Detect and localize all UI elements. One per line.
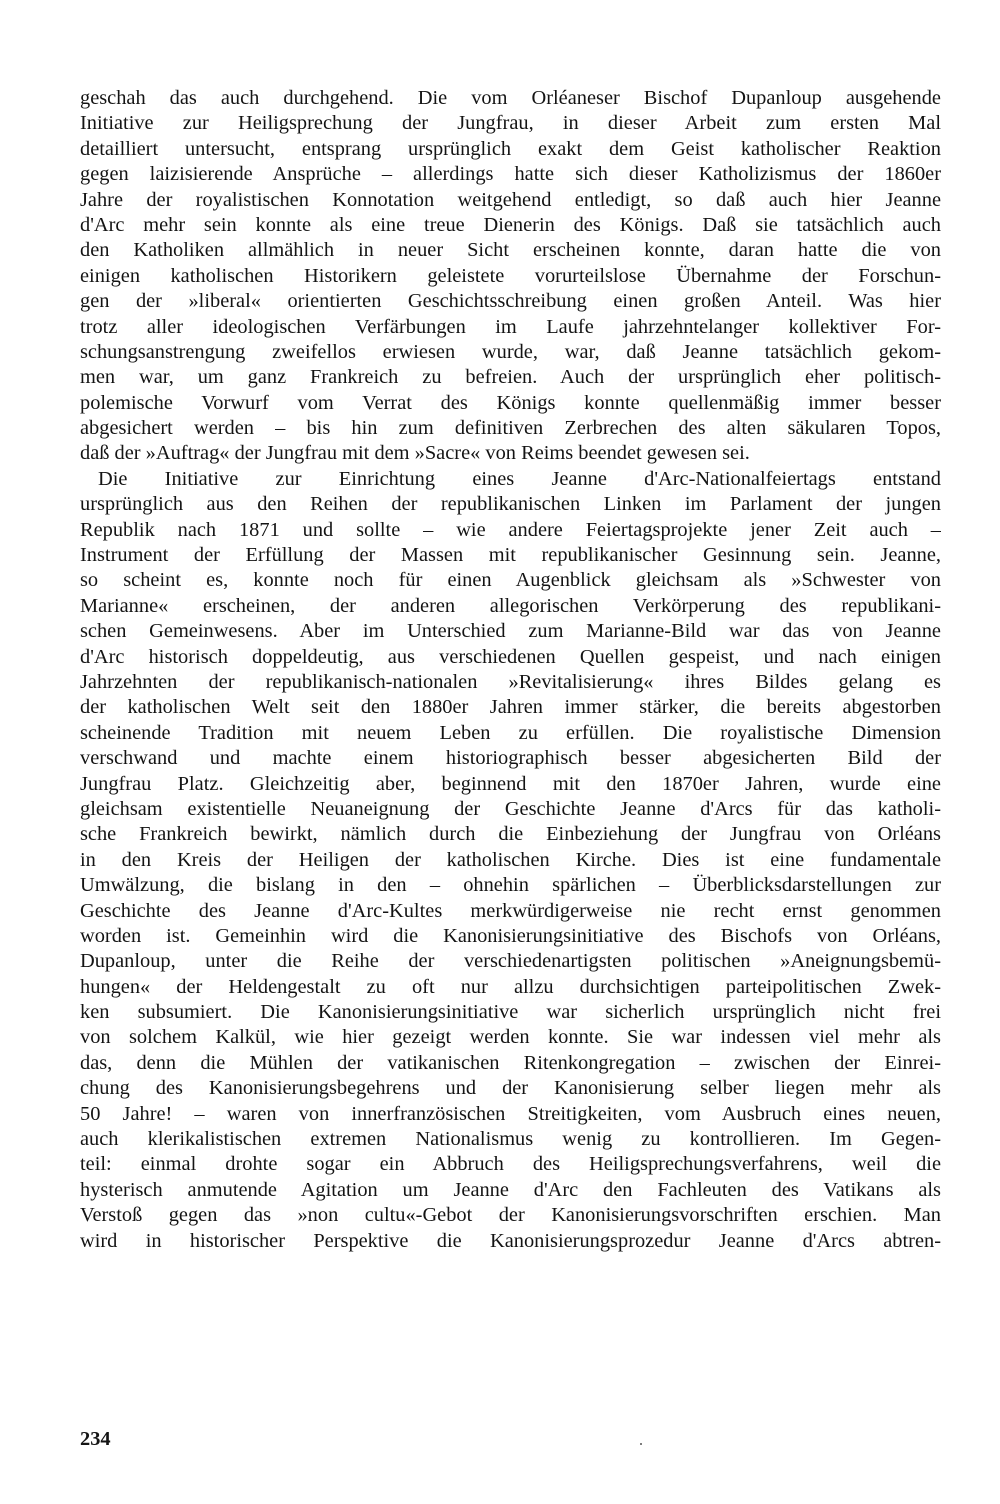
text-line: verschwand und machte einem historiographisch besser abgesicherten Bild der [80,747,941,770]
text-line: sche Frankreich bewirkt, nämlich durch die Einbeziehung der Jungfrau von Orléans [80,823,941,846]
body-text [80,86,941,1254]
text-line: geschah das auch durchgehend. Die vom Orléaneser Bischof Dupanloup ausgehende [80,87,941,109]
text-line: schen Gemeinwesens. Aber im Unterschied zum Marianne-Bild war das von Jeanne [80,620,941,643]
text-line: Die Initiative zur Einrichtung eines Jeanne d'Arc-Nationalfeiertags entstand [98,467,941,490]
print-speck [640,1443,642,1445]
text-line: Instrument der Erfüllung der Massen mit republikanischer Gesinnung sein. Jeanne, [80,544,941,567]
text-line: gegen laizisierende Ansprüche – allerdings hatte sich dieser Katholizismus der 1860er [80,163,941,186]
text-line: so scheint es, konnte noch für einen Augenblick gleichsam als »Schwester von [80,569,941,592]
text-line: Geschichte des Jeanne d'Arc-Kultes merkwürdigerweise nie recht ernst genommen [80,899,941,922]
text-line: Jahre der royalistischen Konnotation weitgehend entledigt, so daß auch hier Jeanne [80,188,941,211]
text-line: ursprünglich aus den Reihen der republikanischen Linken im Parlament der jungen [80,493,941,516]
text-line: der katholischen Welt seit den 1880er Jahren immer stärker, die bereits abgestorben [80,696,941,719]
text-line: Initiative zur Heiligsprechung der Jungfrau, in dieser Arbeit zum ersten Mal [80,112,941,135]
text-line: wird in historischer Perspektive die Kanonisierungsprozedur Jeanne d'Arcs abtren- [80,1229,941,1252]
text-line: Verstoß gegen das »non cultu«-Gebot der Kanonisierungsvorschriften erschien. Man [80,1204,941,1227]
text-line: d'Arc historisch doppeldeutig, aus verschiedenen Quellen gespeist, und nach einigen [80,645,941,668]
text-line: einigen katholischen Historikern geleistete vorurteilslose Übernahme der Forschun- [80,264,941,287]
text-line: auch klerikalistischen extremen Nationalismus wenig zu kontrollieren. Im Gegen- [80,1128,941,1151]
text-line: men war, um ganz Frankreich zu befreien. Auch der ursprünglich eher politisch- [80,366,941,389]
text-line: scheinende Tradition mit neuem Leben zu erfüllen. Die royalistische Dimension [80,721,941,744]
text-line: Jungfrau Platz. Gleichzeitig aber, beginnend mit den 1870er Jahren, wurde eine [80,772,941,795]
text-line: chung des Kanonisierungsbegehrens und der Kanonisierung selber liegen mehr als [80,1077,941,1100]
text-line: hysterisch anmutende Agitation um Jeanne d'Arc den Fachleuten des Vatikans als [80,1178,941,1201]
text-line: detailliert untersucht, entsprang ursprünglich exakt dem Geist katholischer Reaktion [80,137,941,160]
text-line: Umwälzung, die bislang in den – ohnehin spärlichen – Überblicksdarstellungen zur [80,874,941,897]
text-line: gleichsam existentielle Neuaneignung der Geschichte Jeanne d'Arcs für das katholi- [80,797,941,820]
paragraph [80,467,941,1254]
text-line: Jahrzehnten der republikanisch-nationalen »Revitalisierung« ihres Bildes gelang es [80,670,941,693]
text-line: das, denn die Mühlen der vatikanischen Ritenkongregation – zwischen der Einrei- [80,1051,941,1074]
text-line: trotz aller ideologischen Verfärbungen im Laufe jahrzehntelanger kollektiver For- [80,315,941,338]
text-line: Republik nach 1871 und sollte – wie andere Feiertagsprojekte jener Zeit auch – [80,518,941,541]
text-line: abgesichert werden – bis hin zum definitiven Zerbrechen des alten säkularen Topos, [80,417,941,440]
text-line: gen der »liberal« orientierten Geschichtsschreibung einen großen Anteil. Was hier [80,290,941,313]
text-line: d'Arc mehr sein konnte als eine treue Dienerin des Königs. Daß sie tatsächlich auch [80,213,941,236]
text-line: Dupanloup, unter die Reihe der verschiedenartigsten politischen »Aneignungsbemü- [80,950,941,973]
text-line: polemische Vorwurf vom Verrat des Königs konnte quellenmäßig immer besser [80,391,941,414]
text-line: von solchem Kalkül, wie hier gezeigt werden konnte. Sie war indessen viel mehr als [80,1026,941,1049]
text-line: den Katholiken allmählich in neuer Sicht erscheinen konnte, daran hatte die von [80,239,941,262]
text-line: teil: einmal drohte sogar ein Abbruch des Heiligsprechungsverfahrens, weil die [80,1153,941,1176]
paragraph [80,86,941,467]
text-line: 50 Jahre! – waren von innerfranzösischen Streitigkeiten, vom Ausbruch eines neuen, [80,1102,941,1125]
text-line: hungen« der Heldengestalt zu oft nur allzu durchsichtigen parteipolitischen Zwek- [80,975,941,998]
text-line: daß der »Auftrag« der Jungfrau mit dem »Sacre« von Reims beendet gewesen sei. [80,442,750,465]
text-line: in den Kreis der Heiligen der katholischen Kirche. Dies ist eine fundamentale [80,848,941,871]
text-line: worden ist. Gemeinhin wird die Kanonisierungsinitiative des Bischofs von Orléans, [80,924,941,947]
page-number: 234 [80,1428,111,1450]
text-line: Marianne« erscheinen, der anderen allegorischen Verkörperung des republikani- [80,594,941,617]
text-line: schungsanstrengung zweifellos erwiesen wurde, war, daß Jeanne tatsächlich gekom- [80,340,941,363]
text-line: ken subsumiert. Die Kanonisierungsinitiative war sicherlich ursprünglich nicht frei [80,1001,941,1024]
